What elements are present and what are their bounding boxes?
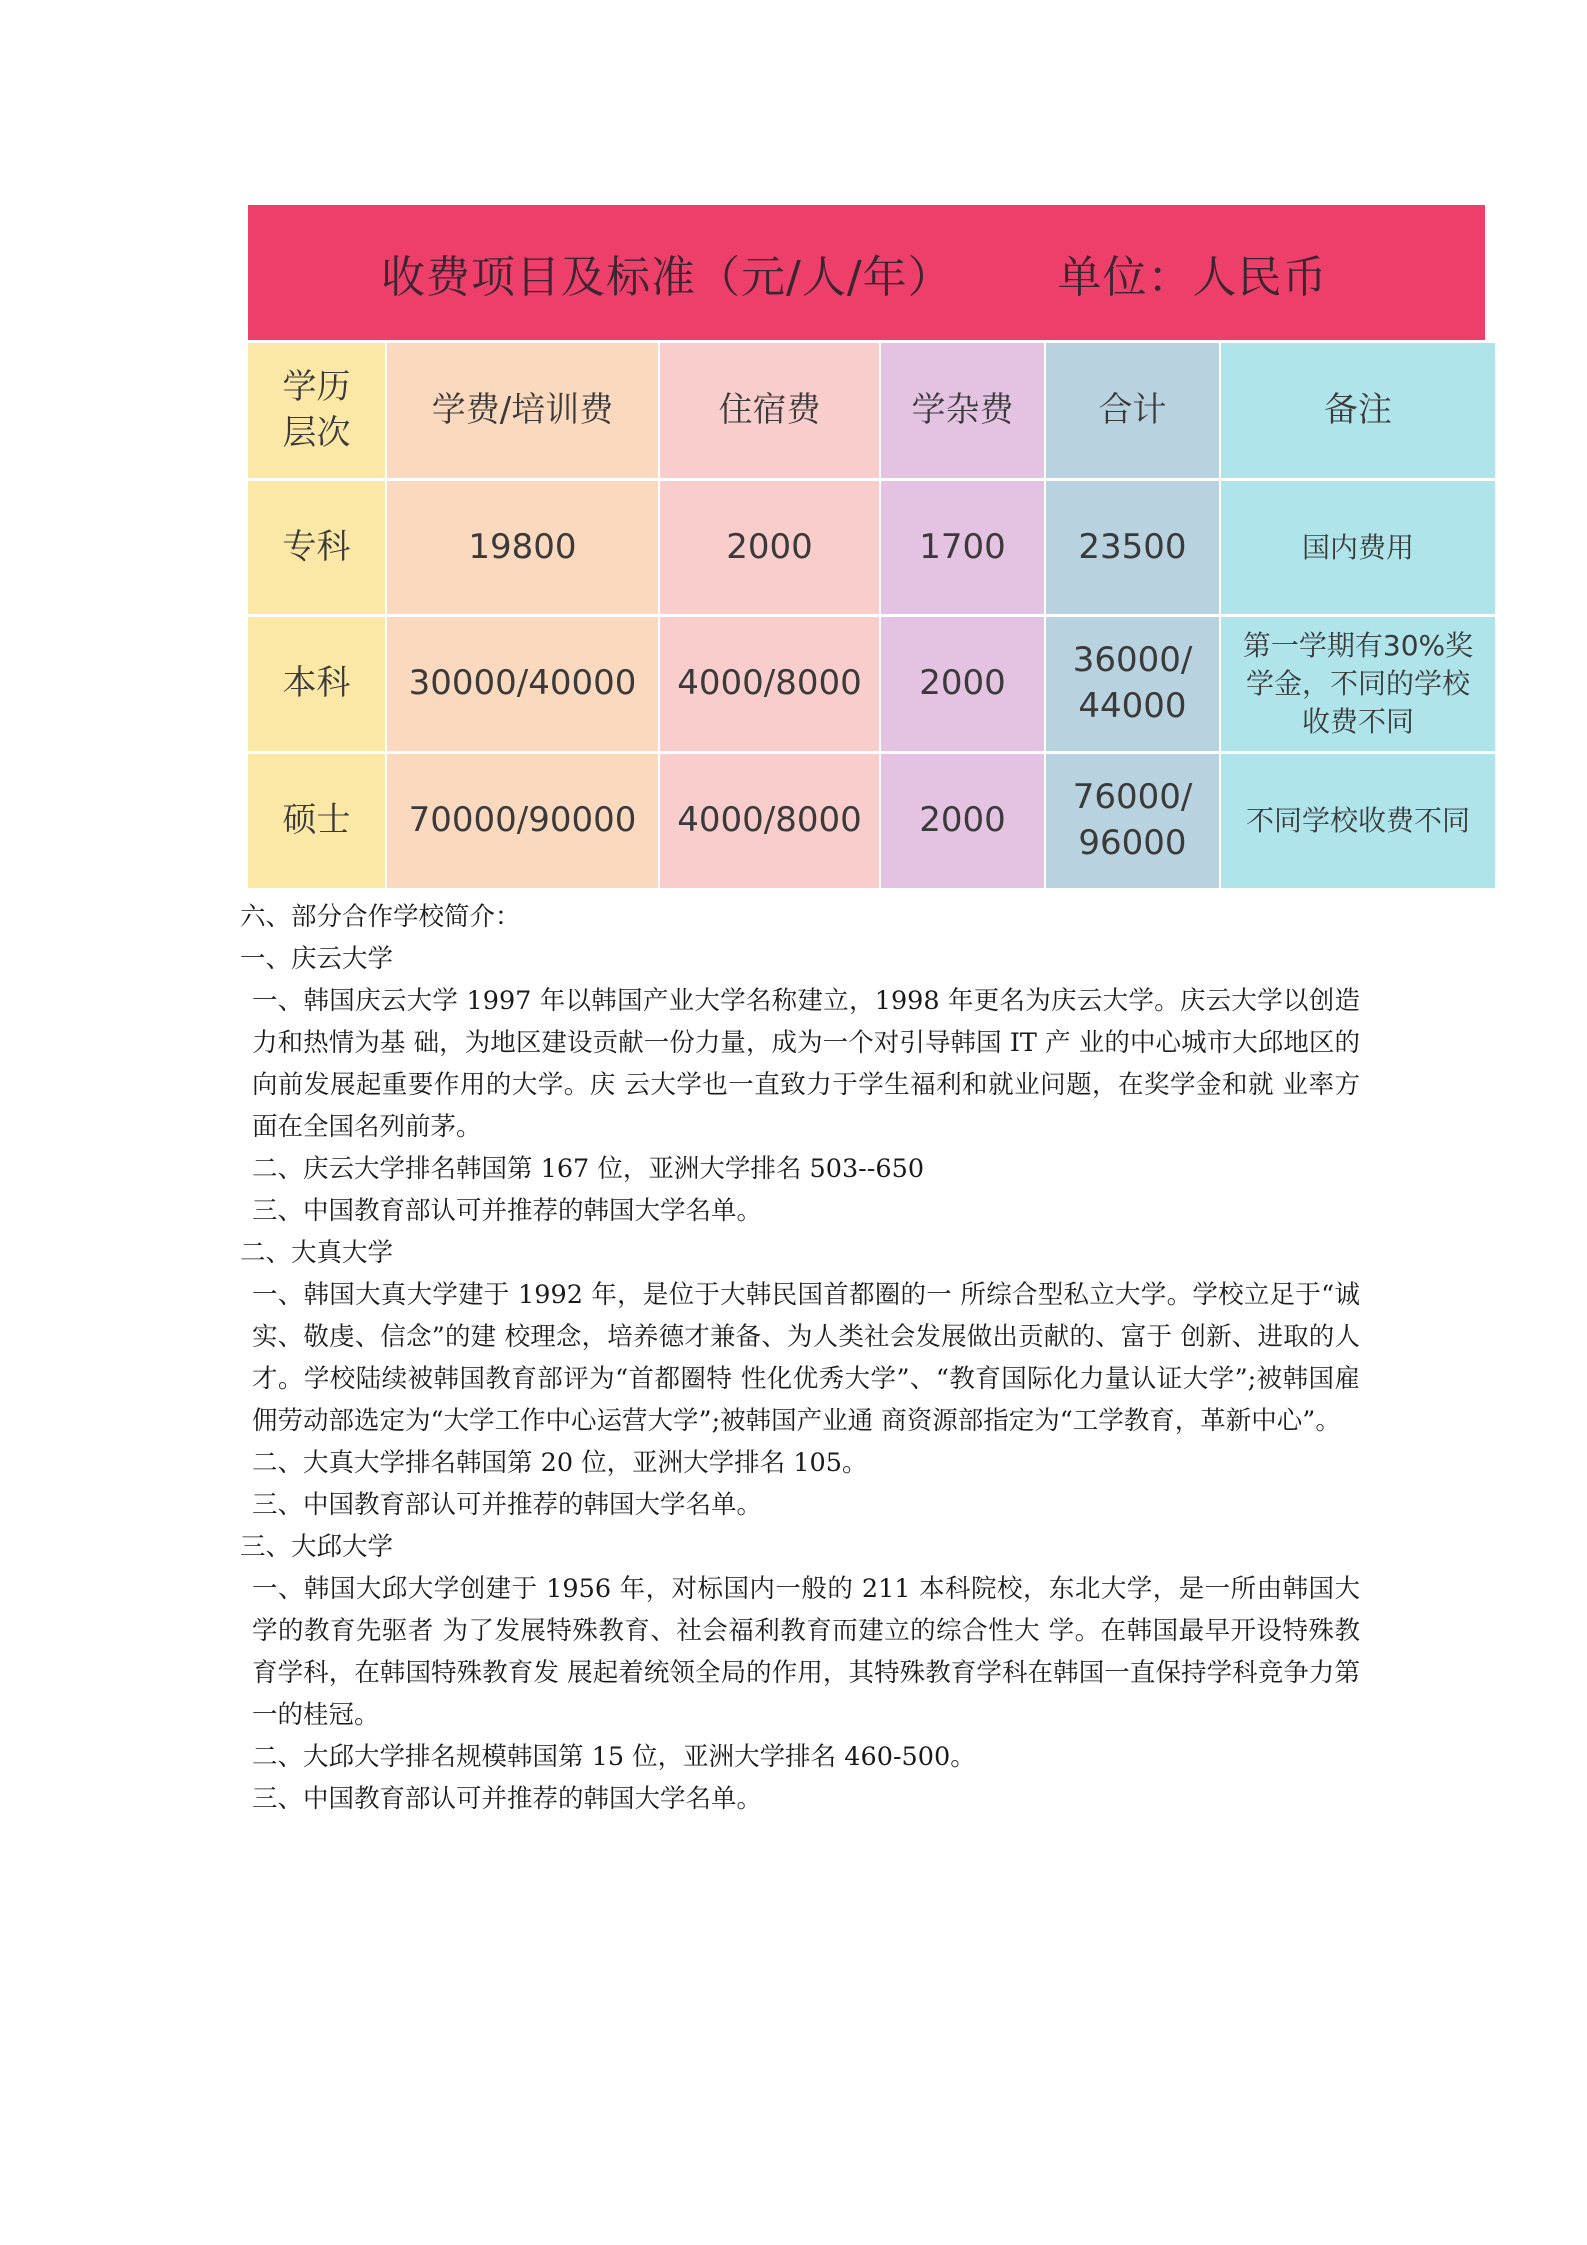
fee-table-cell: 76000/ 96000 [1046,754,1219,888]
school-section [240,938,1360,1232]
fee-table-image [248,205,1485,881]
fee-table-cell: 硕士 [248,754,385,888]
school-paragraph: 三、中国教育部认可并推荐的韩国大学名单。 [252,1490,763,1520]
school-heading: 三、大邱大学 [240,1532,394,1562]
school-paragraph: 一、韩国庆云大学 1997 年以韩国产业大学名称建立，1998 年更名为庆云大学。庆云大学以创造力和热情为基 础，为地区建设贡献一份力量，成为一个对引导韩国 IT 产 业的中心城市大邱地区的向前发展起重要作用的大学。庆 云大学也一直致力于学生福利和就业问题，在奖学金和就 业率方面在全国名列前茅。 [252,986,1360,1142]
fee-table-cell: 4000/8000 [660,754,879,888]
school-paragraph: 二、庆云大学排名韩国第 167 位，亚洲大学排名 503--650 [252,1154,925,1184]
school-paragraph: 三、中国教育部认可并推荐的韩国大学名单。 [252,1196,763,1226]
fee-table-cell: 30000/40000 [387,617,658,751]
fee-table-grid [248,343,1485,888]
fee-table-cell: 2000 [660,481,879,614]
fee-table-cell: 1700 [881,481,1044,614]
school-paragraph: 二、大真大学排名韩国第 20 位，亚洲大学排名 105。 [252,1448,868,1478]
section-heading: 六、部分合作学校简介： [240,902,521,932]
fee-table-cell: 23500 [1046,481,1219,614]
fee-table-cell: 36000/ 44000 [1046,617,1219,751]
fee-table-cell: 2000 [881,754,1044,888]
fee-table-header-cell: 住宿费 [660,343,879,478]
fee-table-cell: 本科 [248,617,385,751]
fee-table-header-cell: 学杂费 [881,343,1044,478]
school-section [240,1526,1360,1820]
fee-table-header-cell: 合计 [1046,343,1219,478]
school-heading: 一、庆云大学 [240,944,394,974]
fee-table-cell: 第一学期有30%奖 学金，不同的学校 收费不同 [1221,617,1495,751]
fee-table-cell: 2000 [881,617,1044,751]
fee-table-header-cell: 学历 层次 [248,343,385,478]
fee-table-cell: 不同学校收费不同 [1221,754,1495,888]
fee-table-title: 收费项目及标准（元/人/年） 单位：人民币 [248,205,1485,340]
school-heading: 二、大真大学 [240,1238,394,1268]
fee-table-cell: 4000/8000 [660,617,879,751]
fee-table-cell: 19800 [387,481,658,614]
fee-table-header-cell: 学费/培训费 [387,343,658,478]
fee-table-header-cell: 备注 [1221,343,1495,478]
school-paragraph: 一、韩国大邱大学创建于 1956 年，对标国内一般的 211 本科院校，东北大学，是一所由韩国大学的教育先驱者 为了发展特殊教育、社会福利教育而建立的综合性大 学。在韩国最早开设特殊教育学科，在韩国特殊教育发 展起着统领全局的作用，其特殊教育学科在韩国一直保持学科竞争力第一的桂冠。 [252,1574,1360,1730]
school-paragraph: 二、大邱大学排名规模韩国第 15 位，亚洲大学排名 460-500。 [252,1742,976,1772]
document-body [240,896,1360,1820]
school-paragraph: 一、韩国大真大学建于 1992 年，是位于大韩民国首都圈的一 所综合型私立大学。学校立足于“诚实、敬虔、信念”的建 校理念，培养德才兼备、为人类社会发展做出贡献的、富于 创新、进取的人才。学校陆续被韩国教育部评为“首都圈特 性化优秀大学”、“教育国际化力量认证大学”;被韩国雇 佣劳动部选定为“大学工作中心运营大学”;被韩国产业通 商资源部指定为“工学教育，革新中心”。 [252,1280,1360,1436]
fee-table-cell: 70000/90000 [387,754,658,888]
school-paragraph: 三、中国教育部认可并推荐的韩国大学名单。 [252,1784,763,1814]
fee-table-cell: 国内费用 [1221,481,1495,614]
fee-table-cell: 专科 [248,481,385,614]
school-section [240,1232,1360,1526]
